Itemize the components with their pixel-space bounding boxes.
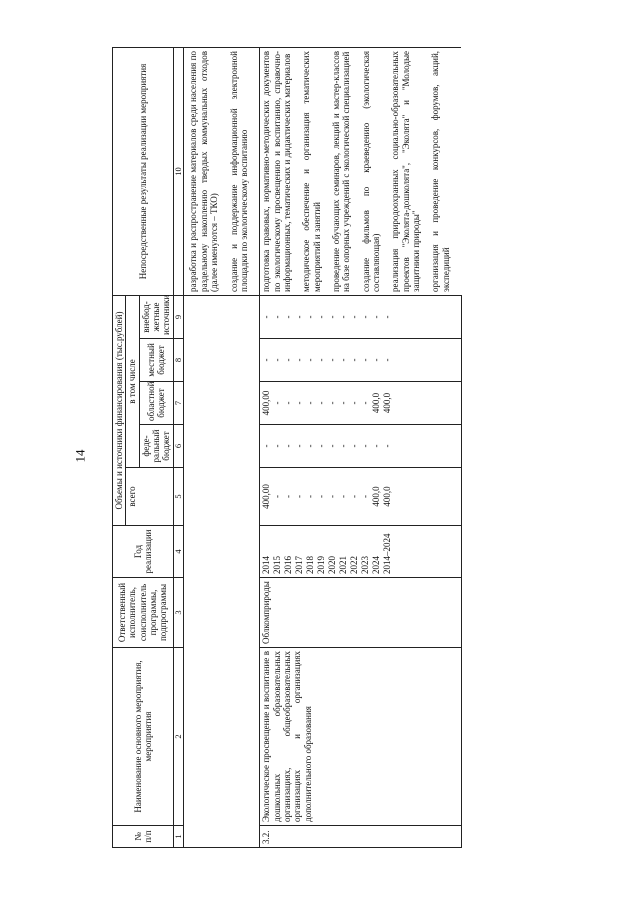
regional-value: - [360,401,371,405]
years-list [260,526,461,578]
extra-value: - [261,315,272,319]
page-number: 14 [72,449,88,463]
col-number: 4 [173,526,184,578]
col-number: 8 [173,339,184,382]
extra-value: - [272,315,283,319]
total-value: - [283,495,294,498]
col-number: 1 [173,826,184,848]
extra-column [260,295,461,338]
col-number: 5 [173,468,184,526]
local-value: - [272,358,283,362]
local-value: - [294,358,305,362]
regional-value: - [294,401,305,405]
header-responsible: Ответственный исполнитель, соисполнитель программы, подпрограммы [113,578,174,648]
col-number: 7 [173,382,184,425]
result-item: разработка и распространение материалов среди населения по раздельному накоплению твердых коммунальных отходов (далее именуются – ТКО) [188,50,220,292]
federal-value: - [338,444,349,448]
local-value: - [261,358,272,362]
extra-value: - [316,315,327,319]
extra-value: - [305,315,316,319]
result-item: создание и поддержание информационной электронной площадки по экологическому воспитанию [228,50,249,292]
federal-value: - [305,444,316,448]
header-name: Наименование основного мероприятия, мероприятия [113,648,174,826]
header-federal: феде-ральный бюджет [139,425,173,468]
total-value: - [360,495,371,498]
year-value: 2015 [272,556,283,574]
total-value: - [305,495,316,498]
extra-value: - [371,315,382,319]
federal-value: - [283,444,294,448]
header-results: Непосредственные результаты реализации мероприятия [113,47,174,295]
header-local: местный бюджет [139,339,173,382]
header-including: в том числе [126,295,139,467]
federal-value: - [371,444,382,448]
table-row [260,47,461,847]
regional-value: 400,0 [371,392,382,414]
extra-value: - [338,315,349,319]
col-number: 10 [173,47,184,295]
responsible-executor: Облкомприроды [260,578,461,648]
year-value: 2022 [349,556,360,574]
col-number: 2 [173,648,184,826]
result-item: методическое обеспечение и организация тематических мероприятий и занятий [301,50,322,292]
extra-value: - [349,315,360,319]
total-value: 400,0 [382,486,393,507]
total-value: 400,0 [371,486,382,507]
regional-value: - [316,401,327,405]
col-number: 9 [173,295,184,338]
extra-value: - [382,315,393,319]
rotated-page-content [112,48,622,848]
local-value: - [327,358,338,362]
federal-value: - [316,444,327,448]
regional-value: - [327,401,338,405]
year-value: 2019 [316,556,327,574]
total-value: 400,00 [261,484,272,509]
federal-value: - [272,444,283,448]
local-value: - [316,358,327,362]
activity-name: Экологическое просвещение и воспитание в дошкольных образовательных организациях, общеобразовательных организациях и организациях дополнительного образования [260,648,461,826]
federal-value: - [294,444,305,448]
total-value: - [349,495,360,498]
federal-value: - [349,444,360,448]
extra-value: - [327,315,338,319]
total-column [260,468,461,526]
header-extra: внебюд-жетные источники [139,295,173,338]
result-item: проведение обучающих семинаров, лекций и мастер-классов на базе опорных учреждений с экологической специализацией [330,50,352,292]
header-num: № п/п [113,826,174,848]
local-value: - [283,358,294,362]
regional-value: - [349,401,360,405]
year-value: 2014 [261,556,272,574]
year-value: 2023 [360,556,371,574]
local-value: - [371,358,382,362]
year-value: 2017 [294,556,305,574]
total-value: - [294,495,305,498]
regional-column [260,382,461,425]
federal-value: - [261,444,272,448]
header-funding: Объемы и источники финансирования (тыс.рублей) [113,295,126,525]
row-number: 3.2. [260,826,461,848]
year-value: 2020 [327,556,338,574]
result-item: организация и проведение конкурсов, форумов, акций, экспедиций [430,50,451,292]
local-value: - [382,358,393,362]
local-value: - [305,358,316,362]
regional-value: - [305,401,316,405]
regional-value: 400,0 [382,392,393,414]
regional-value: - [338,401,349,405]
local-value: - [349,358,360,362]
col-number: 6 [173,425,184,468]
extra-value: - [360,315,371,319]
result-item: подготовка правовых, нормативно-методических документов по экологическому просвещению и воспитанию, справочно-информационных, тематических и дидактических материалов [261,50,292,292]
year-value: 2018 [305,556,316,574]
header-regional: областной бюджет [139,382,173,425]
extra-value: - [294,315,305,319]
year-value: 2016 [283,556,294,574]
federal-value: - [382,444,393,448]
total-value: - [338,495,349,498]
program-activities-table [112,47,462,848]
local-value: - [360,358,371,362]
col-number: 3 [173,578,184,648]
header-year: Год реализации [113,526,174,578]
total-value: - [316,495,327,498]
result-item: создание фильмов по краеведению (экологическая составляющая) [360,50,381,292]
federal-value: - [327,444,338,448]
regional-value: - [272,401,283,405]
year-value: 2021 [338,556,349,574]
local-column [260,339,461,382]
year-value: 2014–2024 [382,533,393,574]
result-item: реализация природоохранных социально-образовательных проектов "Эколята-дошколята", "Эколята" и "Молодые защитники природы" [390,50,421,292]
federal-value: - [360,444,371,448]
total-value: - [272,495,283,498]
regional-value: - [283,401,294,405]
regional-value: 400,00 [261,390,272,416]
extra-value: - [283,315,294,319]
local-value: - [338,358,349,362]
total-value: - [327,495,338,498]
year-value: 2024 [371,556,382,574]
federal-column [260,425,461,468]
results-cell [260,47,461,295]
header-total: всего [126,468,173,526]
